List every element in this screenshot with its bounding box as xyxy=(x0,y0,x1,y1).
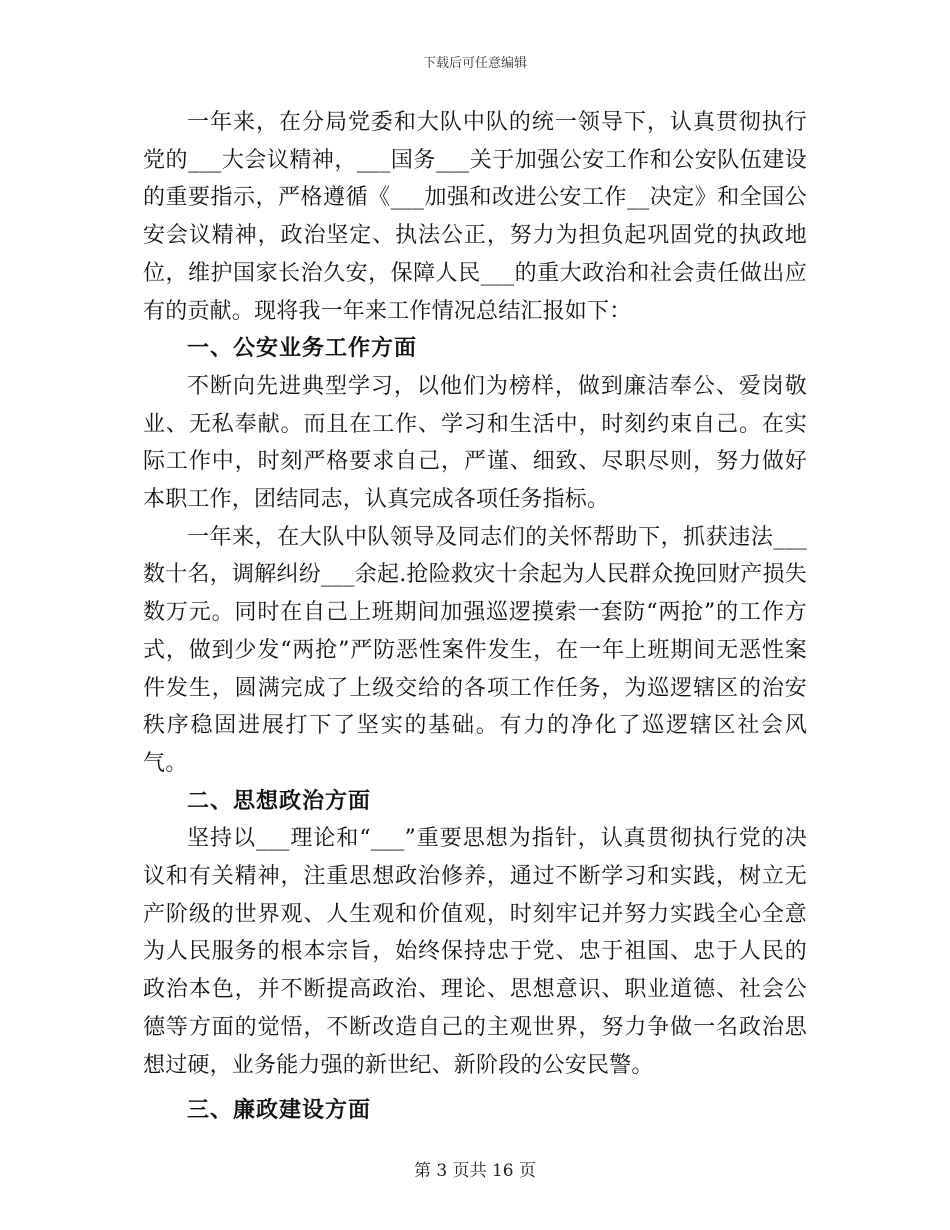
paragraph-learning: 不断向先进典型学习，以他们为榜样，做到廉洁奉公、爱岗敬业、无私奉献。而且在工作、学习和生活中，时刻约束自己。在实际工作中，时刻严格要求自己，严谨、细致、尽职尽则，努力做好本职工作，团结同志，认真完成各项任务指标。 xyxy=(143,373,807,513)
document-body xyxy=(143,104,807,1130)
section-heading-integrity: 三、廉政建设方面 xyxy=(187,1098,372,1124)
section-heading-political: 二、思想政治方面 xyxy=(187,788,372,814)
intro-paragraph: 一年来，在分局党委和大队中队的统一领导下，认真贯彻执行党的___大会议精神，___国务___关于加强公安工作和公安队伍建设的重要指示，严格遵循《___加强和改进公安工作__决定》和全国公安会议精神，政治坚定、执法公正，努力为担负起巩固党的执政地位，维护国家长治久安，保障人民___的重大政治和社会责任做出应有的贡献。现将我一年来工作情况总结汇报如下： xyxy=(143,110,807,324)
paragraph-achievements: 一年来，在大队中队领导及同志们的关怀帮助下，抓获违法___数十名，调解纠纷___余起.抢险救灾十余起为人民群众挽回财产损失数万元。同时在自己上班期间加强巡逻摸索一套防“两抢”的工作方式，做到少发“两抢”严防恶性案件发生，在一年上班期间无恶性案件发生，圆满完成了上级交给的各项工作任务，为巡逻辖区的治安秩序稳固进展打下了坚实的基础。有力的净化了巡逻辖区社会风气。 xyxy=(143,524,807,776)
section-heading-public-security: 一、公安业务工作方面 xyxy=(187,336,418,362)
page-number: 第 3 页共 16 页 xyxy=(413,1161,537,1181)
page-header-note: 下载后可任意编辑 xyxy=(422,56,527,71)
paragraph-political: 坚持以___理论和“___”重要思想为指针，认真贯彻执行党的决议和有关精神，注重思想政治修养，通过不断学习和实践，树立无产阶级的世界观、人生观和价值观，时刻牢记并努力实践全心全意为人民服务的根本宗旨，始终保持忠于党、忠于祖国、忠于人民的政治本色，并不断提高政治、理论、思想意识、职业道德、社会公德等方面的觉悟，不断改造自己的主观世界，努力争做一名政治思想过硬，业务能力强的新世纪、新阶段的公安民警。 xyxy=(143,826,807,1078)
